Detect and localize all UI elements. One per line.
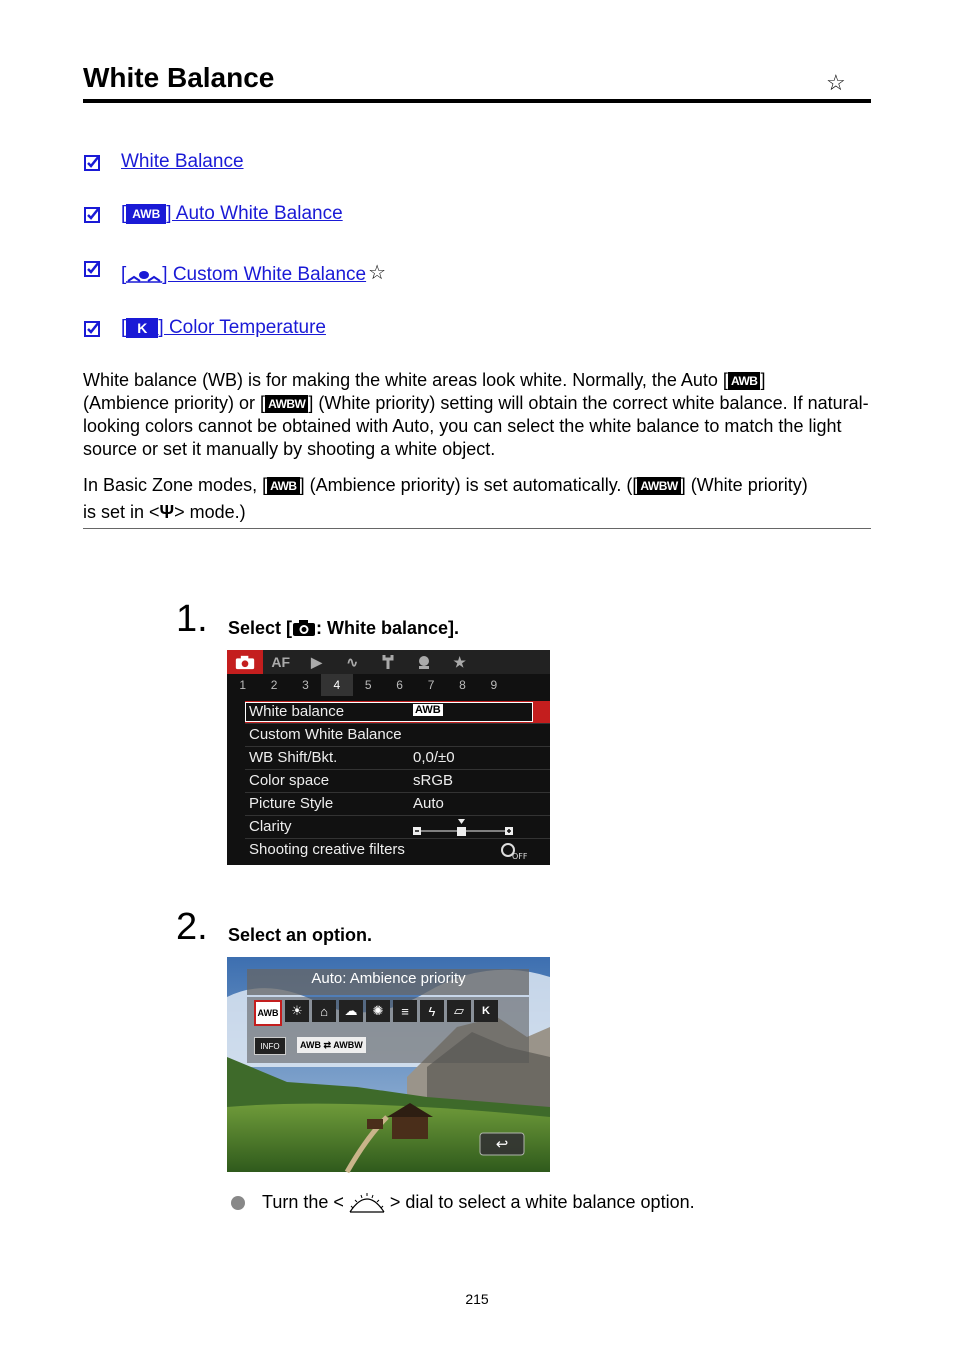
intro-paragraph-2: In Basic Zone modes, [ AWB ] (Ambience priority) is set automatically. ([ AWBW ] (White priority) is set in <Ψ> mode.): [83, 475, 808, 522]
tab-playback[interactable]: ▶: [311, 653, 322, 670]
wb-selection-screen: [227, 957, 550, 1172]
menu-row-value: sRGB: [413, 772, 454, 789]
wb-option-cloudy[interactable]: ☁: [339, 1000, 363, 1022]
step-text: Select [ : White balance].: [228, 618, 460, 638]
page-number[interactable]: 1: [239, 678, 247, 692]
wb-option-awb[interactable]: AWB: [254, 1000, 282, 1026]
tab-wireless[interactable]: ∿: [346, 653, 359, 670]
k-icon: K: [126, 318, 158, 338]
intro-paragraph-1: White balance (WB) is for making the white areas look white. Normally, the Auto [ AWB ] (Ambience priority) or [ AWBW ] (White priority) setting will obtain the correct white balance. If natural-looking colors cannot be obtained with Auto, you can select the white balance to match the light source or set it manually by shooting a white object.: [83, 370, 869, 459]
wb-option-tungsten[interactable]: ✺: [366, 1000, 390, 1022]
menu-row-value: Auto: [413, 795, 444, 812]
page-number[interactable]: 6: [396, 678, 403, 692]
toc-item-white-balance[interactable]: [83, 150, 244, 174]
menu-row-picture-style[interactable]: [245, 793, 550, 816]
menu-row-label: Custom White Balance: [249, 726, 402, 743]
checkbox-icon: [83, 204, 103, 224]
tab-my-menu[interactable]: ★: [453, 653, 466, 670]
menu-row-value: 0,0/±0: [413, 749, 455, 766]
wb-option-fluorescent[interactable]: ≡: [393, 1000, 417, 1022]
wrench-icon: [381, 654, 395, 670]
step-number: 1.: [176, 598, 208, 640]
awb-icon: AWB: [415, 704, 441, 716]
checkbox-icon: [83, 258, 103, 278]
checkbox-icon: [83, 318, 103, 338]
menu-page-numbers: [227, 674, 550, 696]
menu-row-label: Picture Style: [249, 795, 334, 812]
info-button[interactable]: INFO: [254, 1037, 286, 1055]
svg-text:OFF: OFF: [512, 852, 528, 861]
wb-option-color-temp[interactable]: K: [474, 1000, 498, 1022]
menu-row-wb-shift[interactable]: [245, 747, 550, 770]
awb-toggle[interactable]: AWB ⇄ AWBW: [297, 1037, 366, 1053]
page-number[interactable]: 3: [302, 678, 309, 692]
awb-icon: AWB: [126, 204, 166, 224]
menu-row-label: Clarity: [249, 818, 292, 835]
awb-icon: AWB: [728, 372, 761, 390]
filter-off-icon: [500, 842, 528, 861]
menu-row-label: Color space: [249, 772, 330, 789]
menu-row-label: Shooting creative filters: [249, 841, 405, 858]
page-title: White Balance: [83, 62, 275, 93]
page-number-active[interactable]: 4: [321, 674, 352, 696]
wb-option-icons: [254, 1000, 498, 1026]
wb-option-daylight[interactable]: ☀: [285, 1000, 309, 1022]
wb-option-flash[interactable]: ϟ: [420, 1000, 444, 1022]
menu-row-label: White balance: [249, 703, 345, 720]
tab-af[interactable]: AF: [271, 654, 291, 670]
tab-shooting[interactable]: [227, 650, 263, 674]
star-icon: ☆: [368, 262, 387, 284]
toc-link[interactable]: [ K ] Color Temperature: [121, 317, 326, 338]
toc-link[interactable]: [ ] Custom White Balance: [121, 264, 367, 285]
page-number[interactable]: 8: [459, 678, 466, 692]
food-mode-icon: Ψ: [159, 502, 175, 522]
menu-row-color-space[interactable]: [245, 770, 550, 793]
tab-custom[interactable]: [406, 650, 442, 674]
bullet-dot: [231, 1196, 245, 1210]
wb-option-custom[interactable]: ▱: [447, 1000, 471, 1022]
menu-row-label: WB Shift/Bkt.: [249, 749, 338, 766]
camera-menu-screen: [227, 650, 550, 865]
page-number: 215: [465, 1291, 489, 1307]
menu-tabs: [227, 650, 550, 676]
custom-wb-icon: [126, 267, 162, 283]
title-rule: [83, 99, 871, 103]
bullet-text: Turn the < > dial to select a white balance option.: [262, 1190, 695, 1214]
page-number[interactable]: 5: [364, 678, 372, 692]
menu-row-custom-wb[interactable]: [245, 724, 550, 747]
page-number[interactable]: 9: [490, 678, 498, 692]
wb-option-shade[interactable]: ⌂: [312, 1000, 336, 1022]
back-button[interactable]: ↩: [495, 1136, 509, 1153]
camera-icon: [235, 655, 255, 670]
main-dial-icon: [348, 1190, 386, 1214]
clarity-scale-icon: [413, 819, 513, 837]
awbw-icon: AWBW: [265, 395, 308, 413]
toc-item-auto-wb[interactable]: [83, 202, 343, 226]
menu-row-white-balance[interactable]: [245, 701, 550, 724]
step-text: Select an option.: [228, 925, 373, 945]
toc-item-color-temperature[interactable]: [83, 316, 326, 340]
menu-row-creative-filters[interactable]: [245, 839, 550, 861]
page-number[interactable]: 2: [270, 678, 278, 692]
menu-row-clarity[interactable]: [245, 816, 550, 839]
checkbox-icon: [83, 152, 103, 172]
divider: [83, 528, 871, 529]
toc-link[interactable]: White Balance: [121, 151, 244, 172]
camera-icon: [292, 619, 316, 637]
step-number: 2.: [176, 906, 208, 948]
awbw-icon: AWBW: [637, 477, 680, 495]
tab-setup[interactable]: [370, 650, 406, 674]
toc-item-custom-wb[interactable]: [83, 258, 387, 285]
toc-link[interactable]: [ AWB ] Auto White Balance: [121, 203, 343, 224]
page-number[interactable]: 7: [427, 678, 435, 692]
custom-functions-icon: [416, 654, 432, 670]
awb-icon: AWB: [267, 477, 300, 495]
star-icon: ☆: [826, 70, 846, 95]
wb-option-header: Auto: Ambience priority: [311, 970, 466, 987]
